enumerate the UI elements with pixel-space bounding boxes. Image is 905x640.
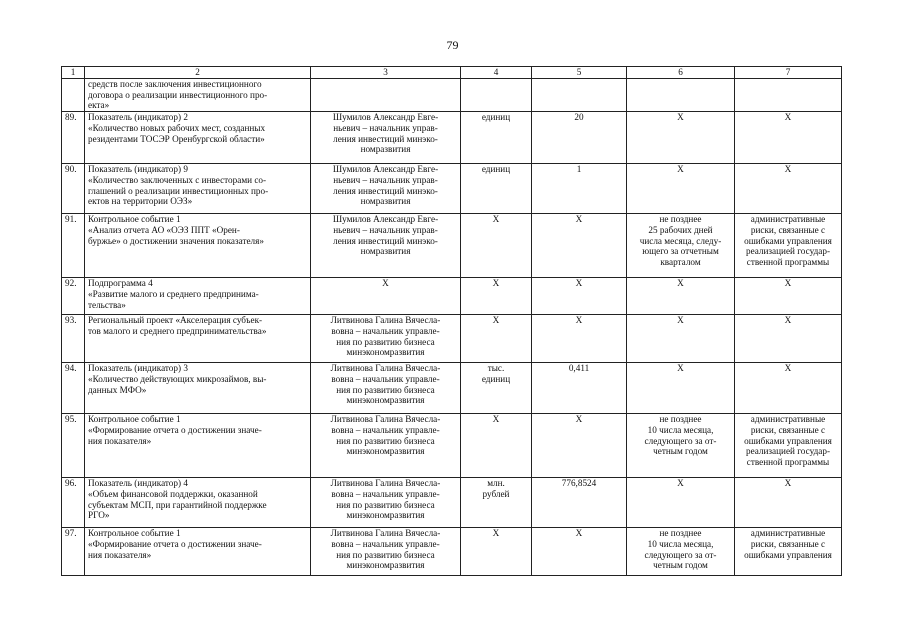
table-row [62,315,842,363]
deadline: X [627,363,735,414]
column-number: 6 [627,67,735,79]
table-row [62,528,842,576]
unit [461,79,532,112]
value: 1 [532,164,627,214]
risk: административные риски, связанные с ошибками управления реализацией государ- ственной программы [735,414,842,478]
responsible [311,79,461,112]
value: 0,411 [532,363,627,414]
row-number: 92. [62,278,85,315]
value: X [532,414,627,478]
value: X [532,315,627,363]
column-number: 3 [311,67,461,79]
event-name: Контрольное событие 1 «Формирование отчета о достижении значе- ния показателя» [85,414,311,478]
responsible: Шумилов Александр Евге- ньевич – начальник управ- ления инвестиций минэко- номразвития [311,112,461,164]
row-number: 96. [62,478,85,528]
table-row [62,214,842,278]
unit: X [461,528,532,576]
table-row [62,164,842,214]
table-row [62,363,842,414]
responsible: Литвинова Галина Вячесла- вовна – начальник управле- ния по развитию бизнеса минэкономразвития [311,414,461,478]
value: X [532,278,627,315]
event-name: Подпрограмма 4 «Развитие малого и среднего предпринима- тельства» [85,278,311,315]
responsible: Литвинова Галина Вячесла- вовна – начальник управле- ния по развитию бизнеса минэкономразвития [311,315,461,363]
row-number [62,79,85,112]
responsible: Литвинова Галина Вячесла- вовна – начальник управле- ния по развитию бизнеса минэкономразвития [311,363,461,414]
deadline: X [627,315,735,363]
table-row [62,79,842,112]
risk: X [735,278,842,315]
column-number: 1 [62,67,85,79]
row-number: 97. [62,528,85,576]
responsible: Шумилов Александр Евге- ньевич – начальник управ- ления инвестиций минэко- номразвития [311,214,461,278]
risk: X [735,478,842,528]
deadline: X [627,278,735,315]
unit: X [461,214,532,278]
responsible: X [311,278,461,315]
risk [735,79,842,112]
value: 20 [532,112,627,164]
table-row [62,278,842,315]
column-number: 2 [85,67,311,79]
risk: административные риски, связанные с ошибками управления [735,528,842,576]
risk: X [735,112,842,164]
responsible: Литвинова Галина Вячесла- вовна – начальник управле- ния по развитию бизнеса минэкономразвития [311,528,461,576]
event-name: Показатель (индикатор) 2 «Количество новых рабочих мест, созданных резидентами ТОСЭР Оренбургской области» [85,112,311,164]
row-number: 91. [62,214,85,278]
event-name: Показатель (индикатор) 9 «Количество заключенных с инвесторами со- глашений о реализации инвестиционных про- ектов на территории ОЭЗ» [85,164,311,214]
event-name: Контрольное событие 1 «Анализ отчета АО «ОЭЗ ППТ «Орен- буржье» о достижении значения показателя» [85,214,311,278]
unit: единиц [461,112,532,164]
column-number: 7 [735,67,842,79]
row-number: 90. [62,164,85,214]
page-number: 79 [446,38,459,52]
value: 776,8524 [532,478,627,528]
value: X [532,528,627,576]
risk: X [735,363,842,414]
event-name: средств после заключения инвестиционного договора о реализации инвестиционного про- екта» [85,79,311,112]
responsible: Литвинова Галина Вячесла- вовна – начальник управле- ния по развитию бизнеса минэкономразвития [311,478,461,528]
unit: X [461,414,532,478]
row-number: 93. [62,315,85,363]
risk: административные риски, связанные с ошибками управления реализацией государ- ственной программы [735,214,842,278]
column-number: 4 [461,67,532,79]
plan-table [61,66,842,576]
row-number: 94. [62,363,85,414]
row-number: 95. [62,414,85,478]
column-number-row [62,67,842,79]
event-name: Контрольное событие 1 «Формирование отчета о достижении значе- ния показателя» [85,528,311,576]
event-name: Показатель (индикатор) 3 «Количество действующих микрозаймов, вы- данных МФО» [85,363,311,414]
deadline [627,79,735,112]
risk: X [735,315,842,363]
risk: X [735,164,842,214]
event-name: Региональный проект «Акселерация субъек- тов малого и среднего предпринимательства» [85,315,311,363]
column-number: 5 [532,67,627,79]
deadline: не позднее 10 числа месяца, следующего за от- четным годом [627,528,735,576]
unit: тыс. единиц [461,363,532,414]
value [532,79,627,112]
table-row [62,414,842,478]
deadline: X [627,164,735,214]
value: X [532,214,627,278]
unit: млн. рублей [461,478,532,528]
table-row [62,112,842,164]
row-number: 89. [62,112,85,164]
event-name: Показатель (индикатор) 4 «Объем финансовой поддержки, оказанной субъектам МСП, при гарантийной поддержке РГО» [85,478,311,528]
deadline: не позднее 10 числа месяца, следующего за от- четным годом [627,414,735,478]
deadline: X [627,112,735,164]
table-row [62,478,842,528]
responsible: Шумилов Александр Евге- ньевич – начальник управ- ления инвестиций минэко- номразвития [311,164,461,214]
unit: X [461,278,532,315]
deadline: не позднее 25 рабочих дней числа месяца, следу- ющего за отчетным кварталом [627,214,735,278]
deadline: X [627,478,735,528]
unit: единиц [461,164,532,214]
unit: X [461,315,532,363]
